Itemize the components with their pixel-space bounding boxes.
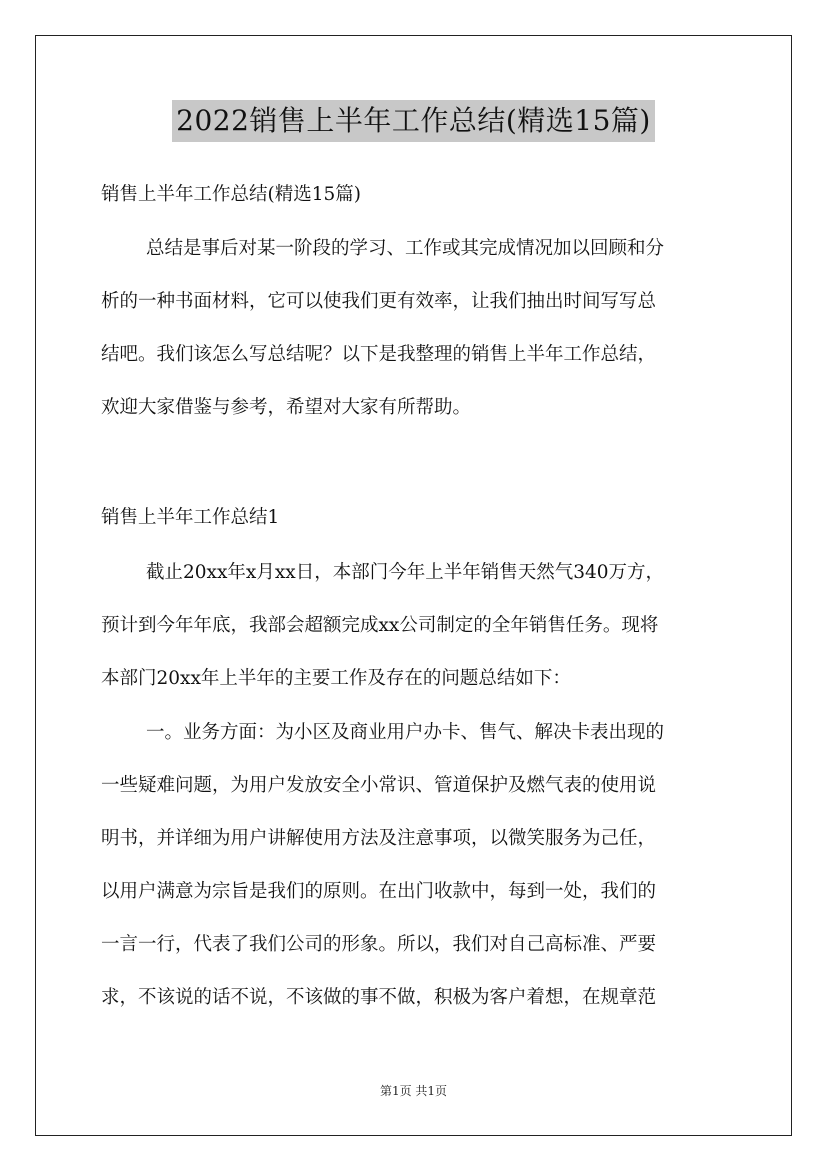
- paragraph-line: 一些疑难问题，为用户发放安全小常识、管道保护及燃气表的使用说: [101, 775, 657, 796]
- paragraph-line: 求，不该说的话不说，不该做的事不做，积极为客户着想，在规章范: [101, 987, 657, 1008]
- paragraph-line: 一言一行，代表了我们公司的形象。所以，我们对自己高标准、严要: [101, 934, 657, 955]
- paragraph-line: 明书，并详细为用户讲解使用方法及注意事项，以微笑服务为己任，: [101, 828, 657, 849]
- section-heading: 销售上半年工作总结1: [101, 507, 280, 528]
- intro-line: 欢迎大家借鉴与参考，希望对大家有所帮助。: [101, 397, 472, 418]
- paragraph-line: 截止20xx年x月xx日，本部门今年上半年销售天然气340万方，: [146, 562, 665, 583]
- intro-line: 总结是事后对某一阶段的学习、工作或其完成情况加以回顾和分: [146, 238, 665, 259]
- paragraph-line: 本部门20xx年上半年的主要工作及存在的问题总结如下：: [101, 668, 571, 689]
- paragraph-line: 以用户满意为宗旨是我们的原则。在出门收款中，每到一处，我们的: [101, 881, 657, 902]
- document-title: 2022销售上半年工作总结(精选15篇): [172, 100, 655, 142]
- page-footer: 第1页 共1页: [379, 1084, 448, 1098]
- paragraph-line: 预计到今年年底，我部会超额完成xx公司制定的全年销售任务。现将: [101, 615, 659, 636]
- document-subtitle: 销售上半年工作总结(精选15篇): [101, 184, 361, 205]
- title-container: [0, 100, 827, 142]
- paragraph-line: 一。业务方面：为小区及商业用户办卡、售气、解决卡表出现的: [146, 722, 665, 743]
- intro-line: 析的一种书面材料，它可以使我们更有效率，让我们抽出时间写写总: [101, 291, 657, 312]
- intro-line: 结吧。我们该怎么写总结呢？以下是我整理的销售上半年工作总结，: [101, 344, 657, 365]
